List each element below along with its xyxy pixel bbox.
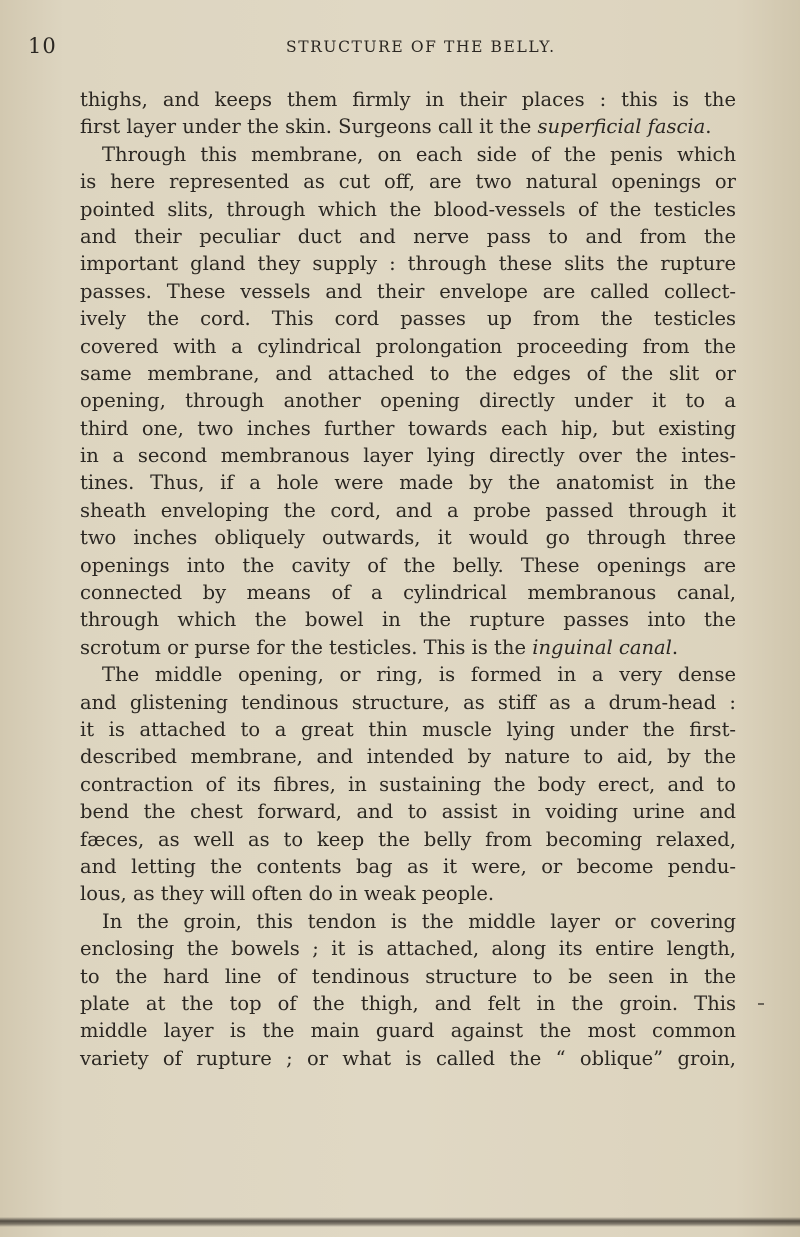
text-line: middle layer is the main guard against the most common bbox=[80, 1019, 736, 1043]
text-line: ively the cord. This cord passes up from the testicles bbox=[80, 307, 736, 331]
paragraph bbox=[80, 908, 736, 1072]
text-line: and glistening tendinous structure, as stiff as a drum-head : bbox=[80, 690, 736, 714]
text-line: lous, as they will often do in weak people. bbox=[80, 882, 495, 906]
paragraph bbox=[80, 86, 736, 141]
text-line: thighs, and keeps them firmly in their places : this is the bbox=[80, 88, 736, 111]
text-line: it is attached to a great thin muscle lying under the first- bbox=[80, 717, 736, 741]
running-title: STRUCTURE OF THE BELLY. bbox=[286, 38, 556, 56]
text-line: tines. Thus, if a hole were made by the anatomist in the bbox=[80, 471, 736, 495]
page-number: 10 bbox=[28, 34, 57, 58]
text-line: covered with a cylindrical prolongation proceeding from the bbox=[80, 334, 736, 358]
text-line: bend the chest forward, and to assist in voiding urine and bbox=[80, 800, 736, 824]
text-line: sheath enveloping the cord, and a probe passed through it bbox=[80, 498, 736, 522]
text-line: important gland they supply : through these slits the rupture bbox=[80, 252, 736, 276]
text-line: and their peculiar duct and nerve pass to and from the bbox=[80, 224, 736, 248]
text-line: fæces, as well as to keep the belly from becoming relaxed, bbox=[80, 827, 736, 851]
text-line: third one, two inches further towards each hip, but existing bbox=[80, 416, 736, 440]
text-line: contraction of its fibres, in sustaining the body erect, and to bbox=[80, 772, 736, 796]
text-line: variety of rupture ; or what is called the “ oblique” groin, bbox=[80, 1046, 736, 1070]
margin-mark bbox=[758, 1003, 764, 1005]
italic-term: inguinal canal bbox=[532, 635, 672, 659]
text-line: connected by means of a cylindrical membranous canal, bbox=[80, 581, 736, 605]
body-text bbox=[80, 86, 736, 1072]
text-line: openings into the cavity of the belly. These openings are bbox=[80, 553, 736, 577]
text-line: and letting the contents bag as it were, or become pendu- bbox=[80, 854, 736, 878]
text-line bbox=[80, 634, 736, 661]
italic-term: superficial fascia bbox=[537, 115, 706, 139]
text-line bbox=[80, 113, 736, 140]
page-header bbox=[28, 32, 768, 62]
text-line: two inches obliquely outwards, it would go through three bbox=[80, 526, 736, 550]
text-line: Through this membrane, on each side of the penis which bbox=[102, 142, 736, 166]
text-line: in a second membranous layer lying directly over the intes- bbox=[80, 444, 736, 468]
text-line: plate at the top of the thigh, and felt in the groin. This bbox=[80, 991, 736, 1015]
text-line: passes. These vessels and their envelope are called collect- bbox=[80, 279, 736, 303]
text-line: pointed slits, through which the blood-vessels of the testicles bbox=[80, 197, 736, 221]
text-line: described membrane, and intended by nature to aid, by the bbox=[80, 745, 736, 769]
bottom-edge-shadow bbox=[0, 1217, 800, 1227]
text-segment: . bbox=[705, 115, 712, 139]
paragraph bbox=[80, 661, 736, 908]
paragraph bbox=[80, 141, 736, 661]
text-line: enclosing the bowels ; it is attached, along its entire length, bbox=[80, 937, 736, 961]
text-line: to the hard line of tendinous structure to be seen in the bbox=[80, 964, 736, 988]
text-segment: first layer under the skin. Surgeons call it the bbox=[80, 115, 538, 139]
text-line: In the groin, this tendon is the middle layer or covering bbox=[102, 909, 736, 933]
text-line: same membrane, and attached to the edges of the slit or bbox=[80, 361, 736, 385]
text-line: opening, through another opening directly under it to a bbox=[80, 389, 736, 413]
text-segment: scrotum or purse for the testicles. This is the bbox=[80, 635, 533, 659]
text-line: is here represented as cut off, are two natural openings or bbox=[80, 170, 736, 194]
text-line: through which the bowel in the rupture passes into the bbox=[80, 608, 736, 632]
text-segment: . bbox=[671, 635, 679, 659]
text-line: The middle opening, or ring, is formed in a very dense bbox=[102, 663, 736, 687]
